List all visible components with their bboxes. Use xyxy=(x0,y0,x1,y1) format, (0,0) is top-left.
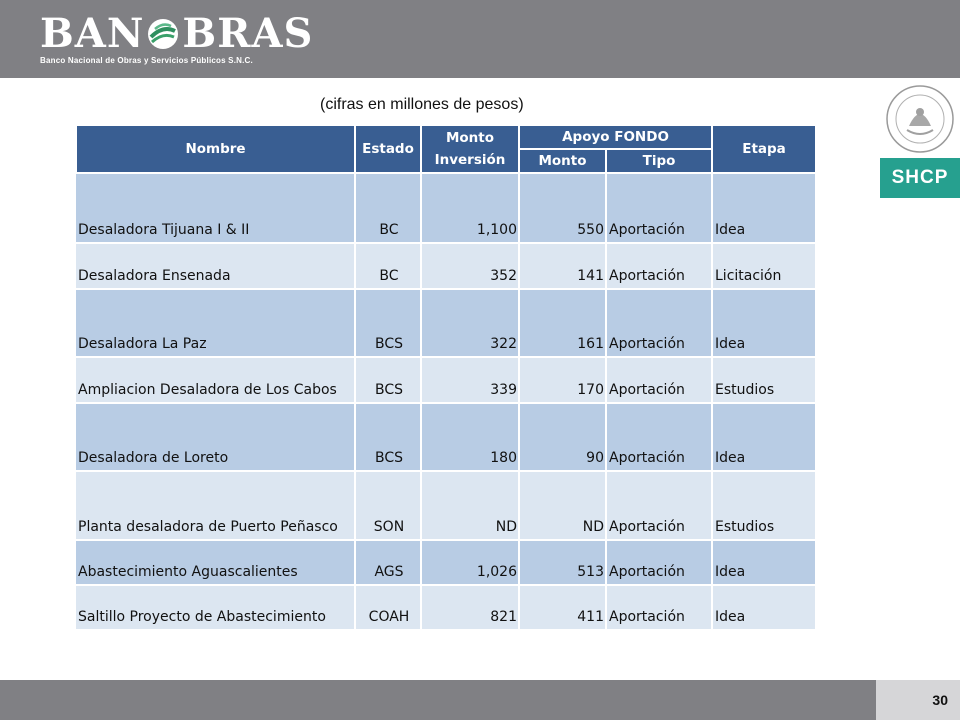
cell-monto: 161 xyxy=(519,289,606,357)
cell-inversion: 352 xyxy=(421,243,519,289)
cell-etapa: Idea xyxy=(712,403,816,471)
cell-nombre: Planta desaladora de Puerto Peñasco xyxy=(76,471,355,540)
cell-monto: ND xyxy=(519,471,606,540)
cell-inversion: 1,026 xyxy=(421,540,519,585)
shcp-badge: SHCP xyxy=(880,158,960,198)
cell-monto: 513 xyxy=(519,540,606,585)
cell-etapa: Idea xyxy=(712,540,816,585)
cell-estado: AGS xyxy=(355,540,421,585)
cell-nombre: Desaladora La Paz xyxy=(76,289,355,357)
header-tipo: Tipo xyxy=(606,149,712,173)
cell-tipo: Aportación xyxy=(606,173,712,243)
table-row xyxy=(76,471,816,540)
cell-inversion: 339 xyxy=(421,357,519,403)
cell-tipo: Aportación xyxy=(606,540,712,585)
cell-estado: COAH xyxy=(355,585,421,630)
logo-subtitle: Banco Nacional de Obras y Servicios Públicos S.N.C. xyxy=(40,56,253,65)
cell-nombre: Saltillo Proyecto de Abastecimiento xyxy=(76,585,355,630)
table-row xyxy=(76,403,816,471)
header-monto-inversion: Monto Inversión xyxy=(421,125,519,173)
cell-etapa: Estudios xyxy=(712,357,816,403)
cell-monto: 411 xyxy=(519,585,606,630)
cell-tipo: Aportación xyxy=(606,289,712,357)
cell-estado: SON xyxy=(355,471,421,540)
cell-tipo: Aportación xyxy=(606,585,712,630)
cell-inversion: 180 xyxy=(421,403,519,471)
header-apoyo-fondo: Apoyo FONDO xyxy=(519,125,712,149)
table-row xyxy=(76,540,816,585)
cell-estado: BCS xyxy=(355,357,421,403)
table-row xyxy=(76,173,816,243)
banobras-logo xyxy=(40,10,314,65)
cell-nombre: Ampliacion Desaladora de Los Cabos xyxy=(76,357,355,403)
cell-tipo: Aportación xyxy=(606,403,712,471)
cell-etapa: Idea xyxy=(712,585,816,630)
cell-inversion: ND xyxy=(421,471,519,540)
cell-etapa: Estudios xyxy=(712,471,816,540)
cell-etapa: Licitación xyxy=(712,243,816,289)
cell-etapa: Idea xyxy=(712,289,816,357)
table-row xyxy=(76,289,816,357)
logo-emblem-icon xyxy=(146,17,180,51)
cell-tipo: Aportación xyxy=(606,357,712,403)
cell-tipo: Aportación xyxy=(606,243,712,289)
footer-bar xyxy=(0,680,876,720)
cell-monto: 141 xyxy=(519,243,606,289)
header-nombre: Nombre xyxy=(76,125,355,173)
cell-monto: 550 xyxy=(519,173,606,243)
cell-estado: BCS xyxy=(355,289,421,357)
right-header-block xyxy=(880,0,960,78)
cell-nombre: Desaladora de Loreto xyxy=(76,403,355,471)
table-row xyxy=(76,585,816,630)
projects-table xyxy=(75,124,817,631)
table-row xyxy=(76,243,816,289)
header-etapa: Etapa xyxy=(712,125,816,173)
cell-inversion: 322 xyxy=(421,289,519,357)
header-monto: Monto xyxy=(519,149,606,173)
logo-text-right: BRAS xyxy=(182,10,314,57)
cell-nombre: Desaladora Tijuana I & II xyxy=(76,173,355,243)
logo-text-left: BAN xyxy=(40,10,145,57)
cell-estado: BC xyxy=(355,173,421,243)
mexico-seal-icon xyxy=(883,82,957,156)
cell-etapa: Idea xyxy=(712,173,816,243)
cell-monto: 90 xyxy=(519,403,606,471)
cell-nombre: Desaladora Ensenada xyxy=(76,243,355,289)
page-number: 30 xyxy=(876,680,960,720)
header-estado: Estado xyxy=(355,125,421,173)
cell-estado: BCS xyxy=(355,403,421,471)
cell-inversion: 821 xyxy=(421,585,519,630)
cell-tipo: Aportación xyxy=(606,471,712,540)
cell-inversion: 1,100 xyxy=(421,173,519,243)
cell-monto: 170 xyxy=(519,357,606,403)
table-subtitle: (cifras en millones de pesos) xyxy=(320,96,524,113)
cell-nombre: Abastecimiento Aguascalientes xyxy=(76,540,355,585)
table-row xyxy=(76,357,816,403)
cell-estado: BC xyxy=(355,243,421,289)
